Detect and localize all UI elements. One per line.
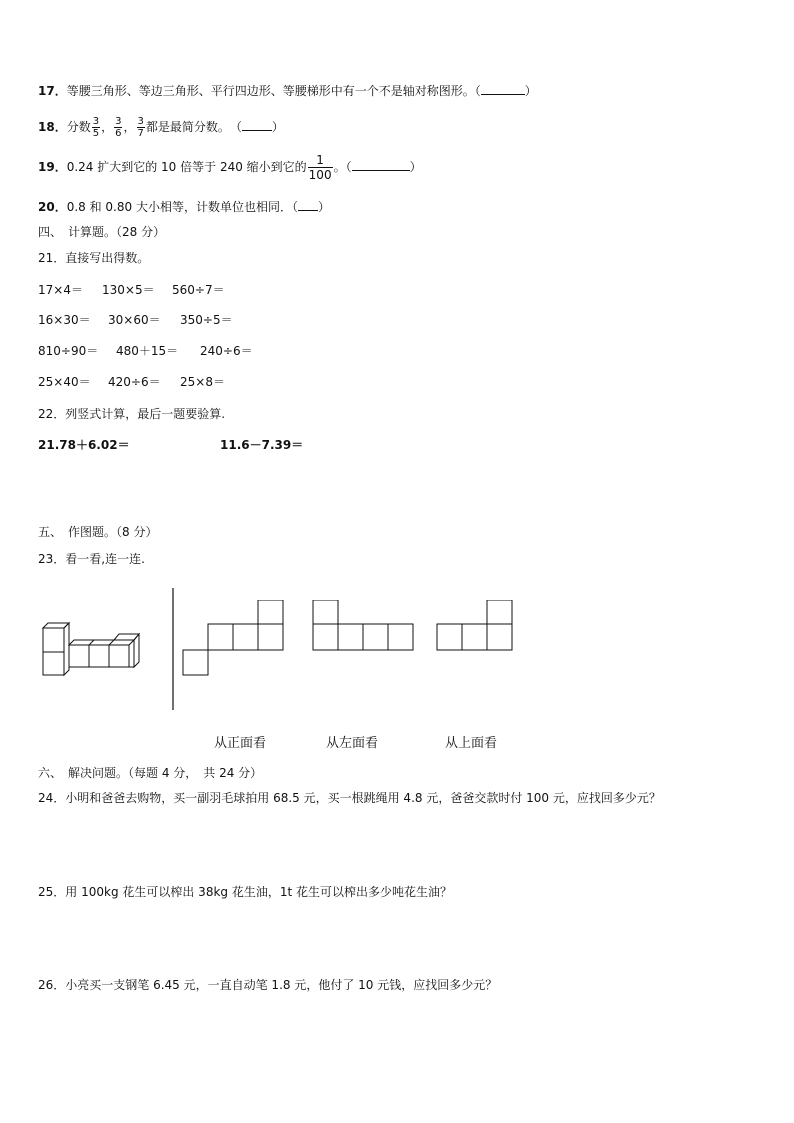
answer-blank[interactable] <box>242 119 272 131</box>
question-22: 22．列竖式计算，最后一题要验算. <box>38 407 226 421</box>
question-number: 18． <box>38 120 67 134</box>
question-18 <box>38 114 284 140</box>
vertical-calc-b: 11.6－7.39＝ <box>220 438 304 452</box>
answer-blank[interactable] <box>481 83 525 95</box>
question-20 <box>38 199 330 215</box>
calc-item: 25×40＝ <box>38 375 91 389</box>
calc-item: 16×30＝ <box>38 313 91 327</box>
calc-item: 25×8＝ <box>180 375 225 389</box>
paren-close: ） <box>409 160 422 174</box>
section-6-title: 六、 解决问题。（每题 4 分， 共 24 分） <box>38 766 263 780</box>
view-figure-1 <box>182 600 286 676</box>
question-25: 25．用 100kg 花生可以榨出 38kg 花生油，1t 花生可以榨出多少吨花生油？ <box>38 885 452 899</box>
vertical-divider <box>171 588 175 710</box>
question-text: 都是最简分数。 （ <box>145 120 242 134</box>
question-number: 19． <box>38 160 67 174</box>
question-number: 20． <box>38 200 67 214</box>
fraction-1-100: $\frac{1}{100}$ <box>308 153 332 182</box>
paren-close: ） <box>317 200 330 214</box>
paren-close: ） <box>271 120 284 134</box>
view-label-left: 从左面看 <box>326 736 379 751</box>
cube-solid-figure <box>40 620 160 680</box>
question-text: 0.24 扩大到它的 10 倍等于 240 缩小到它的 <box>66 160 307 174</box>
calc-item: 420÷6＝ <box>108 375 161 389</box>
section-5-title: 五、 作图题。（8 分） <box>38 525 158 539</box>
calc-item: 17×4＝ <box>38 283 83 297</box>
answer-blank[interactable] <box>352 159 410 171</box>
fraction-3-5: $\frac{3}{5}$ <box>92 116 100 139</box>
question-21: 21．直接写出得数。 <box>38 251 150 265</box>
question-text: 等腰三角形、等边三角形、平行四边形、等腰梯形中有一个不是轴对称图形。（ <box>66 84 481 98</box>
view-figure-2 <box>312 600 416 652</box>
separator: ， <box>123 120 136 134</box>
separator: ， <box>101 120 114 134</box>
fraction-3-7: $\frac{3}{7}$ <box>137 116 144 139</box>
calc-item: 810÷90＝ <box>38 344 99 358</box>
question-23: 23．看一看,连一连. <box>38 552 145 566</box>
fraction-3-6: $\frac{3}{6}$ <box>115 116 122 139</box>
question-text: 。（ <box>333 160 352 174</box>
section-4-title: 四、 计算题。（28 分） <box>38 225 166 239</box>
calc-item: 560÷7＝ <box>172 283 225 297</box>
view-figure-3 <box>436 600 516 652</box>
question-number: 17． <box>38 84 67 98</box>
calc-item: 240÷6＝ <box>200 344 253 358</box>
question-26: 26．小亮买一支钢笔 6.45 元，一直自动笔 1.8 元，他付了 10 元钱，应找回多少元？ <box>38 978 498 992</box>
question-24: 24．小明和爸爸去购物，买一副羽毛球拍用 68.5 元，买一根跳绳用 4.8 元，爸爸交款时付 100 元，应找回多少元？ <box>38 791 661 805</box>
view-label-top: 从上面看 <box>445 736 498 751</box>
question-17 <box>38 83 537 99</box>
vertical-calc-a: 21.78＋6.02＝ <box>38 438 130 452</box>
calc-item: 350÷5＝ <box>180 313 233 327</box>
question-text: 分数 <box>66 120 91 134</box>
paren-close: ） <box>524 84 537 98</box>
calc-item: 30×60＝ <box>108 313 161 327</box>
answer-blank[interactable] <box>298 199 318 211</box>
calc-item: 480＋15＝ <box>116 344 179 358</box>
question-19 <box>38 152 422 182</box>
calc-item: 130×5＝ <box>102 283 155 297</box>
question-text: 0.8 和 0.80 大小相等，计数单位也相同．（ <box>66 200 298 214</box>
view-label-front: 从正面看 <box>214 736 267 751</box>
